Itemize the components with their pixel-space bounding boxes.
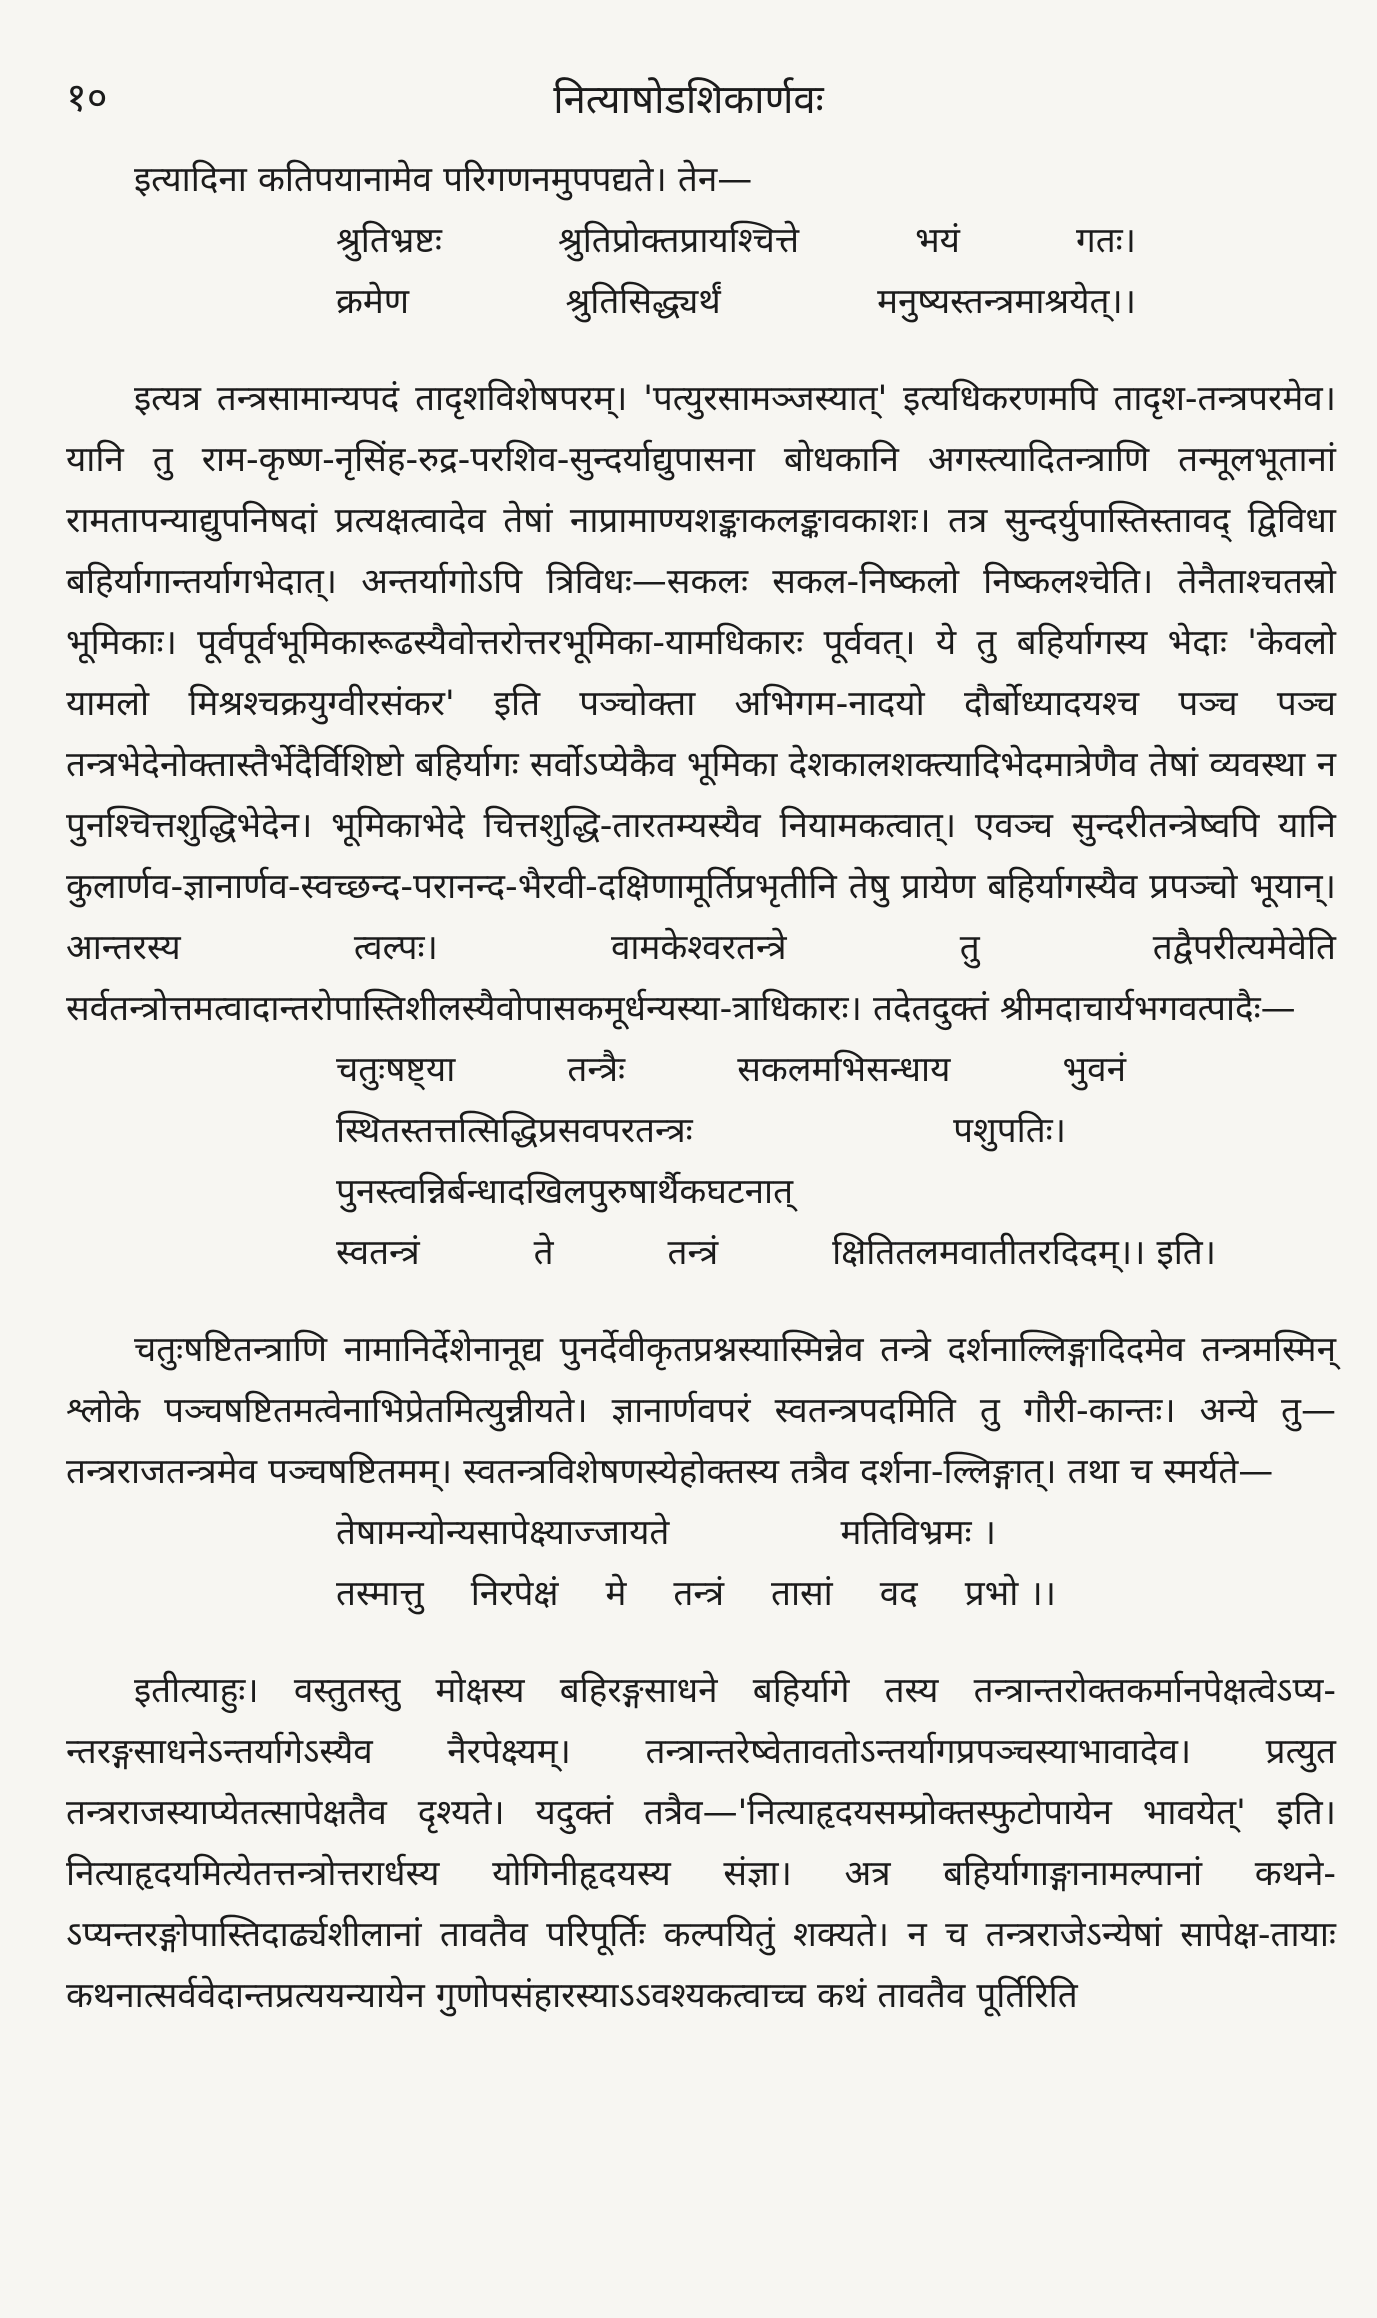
verse-2 — [66, 1040, 1336, 1284]
verse-2-line-4 — [66, 1223, 1216, 1284]
verse-word: स्थितस्तत्तत्सिद्धिप्रसवपरतन्त्रः — [336, 1111, 693, 1151]
verse-2-line-2 — [66, 1101, 1066, 1162]
verse-word: तस्मात्तु — [336, 1574, 424, 1614]
verse-word: स्वतन्त्रं — [336, 1233, 420, 1273]
running-title: नित्याषोडशिकार्णवः — [553, 77, 824, 123]
verse-3-line-1 — [66, 1503, 996, 1564]
verse-word: गतः। — [1076, 221, 1136, 261]
verse-word: वद — [879, 1574, 918, 1614]
verse-word: मनुष्यस्तन्त्रमाश्रयेत्।। — [877, 282, 1136, 322]
verse-word: मे — [605, 1574, 627, 1614]
verse-1-line-1 — [66, 211, 1136, 272]
verse-word: मतिविभ्रमः । — [840, 1513, 996, 1553]
verse-word: प्रभो ।। — [964, 1574, 1056, 1614]
verse-word: ते — [533, 1233, 554, 1273]
verse-word: तन्त्रैः — [567, 1050, 626, 1090]
verse-word: तेषामन्योन्यसापेक्ष्याज्जायते — [336, 1513, 670, 1553]
verse-word: श्रुतिभ्रष्टः — [336, 221, 442, 261]
paragraph-2: इत्यत्र तन्त्रसामान्यपदं तादृशविशेषपरम्। 'पत्युरसामञ्जस्यात्' इत्यधिकरणमपि तादृश-तन्त्रपरमेव। यानि तु राम-कृष्ण-नृसिंह-रुद्र-परशिव-सुन्दर्याद्युपासना बोधकानि अगस्त्यादितन्त्राणि तन्मूलभूतानां रामतापन्याद्युपनिषदां प्रत्यक्षत्वादेव तेषां नाप्रामाण्यशङ्काकलङ्कावकाशः। तत्र सुन्दर्युपास्तिस्तावद् द्विविधा बहिर्यागान्तर्यागभेदात्। अन्तर्यागोऽपि त्रिविधः—सकलः सकल-निष्कलो निष्कलश्चेति। तेनैताश्चतस्रो भूमिकाः। पूर्वपूर्वभूमिकारूढस्यैवोत्तरोत्तरभूमिका-यामधिकारः पूर्ववत्। ये तु बहिर्यागस्य भेदाः 'केवलो यामलो मिश्रश्चक्रयुग्वीरसंकर' इति पञ्चोक्ता अभिगम-नादयो दौर्बोध्यादयश्च पञ्च पञ्च तन्त्रभेदेनोक्तास्तैर्भेदैर्विशिष्टो बहिर्यागः सर्वोऽप्येकैव भूमिका देशकालशक्त्यादिभेदमात्रेणैव तेषां व्यवस्था न पुनश्चित्तशुद्धिभेदेन। भूमिकाभेदे चित्तशुद्धि-तारतम्यस्यैव नियामकत्वात्। एवञ्च सुन्दरीतन्त्रेष्वपि यानि कुलार्णव-ज्ञानार्णव-स्वच्छन्द-परानन्द-भैरवी-दक्षिणामूर्तिप्रभृतीनि तेषु प्रायेण बहिर्यागस्यैव प्रपञ्चो भूयान्। आन्तरस्य त्वल्पः। वामकेश्वरतन्त्रे तु तद्वैपरीत्यमेवेति सर्वतन्त्रोत्तमत्वादान्तरोपास्तिशीलस्यैवोपासकमूर्धन्यस्या-त्राधिकारः। तदेतदुक्तं श्रीमदाचार्यभगवत्पादैः— — [66, 379, 1336, 1029]
page-number: १० — [66, 75, 108, 121]
verse-1 — [66, 211, 1336, 333]
paragraph-4: इतीत्याहुः। वस्तुतस्तु मोक्षस्य बहिरङ्गसाधने बहिर्यागे तस्य तन्त्रान्तरोक्तकर्मानपेक्षत्वेऽप्य-न्तरङ्गसाधनेऽन्तर्यागेऽस्यैव नैरपेक्ष्यम्। तन्त्रान्तरेष्वेतावतोऽन्तर्यागप्रपञ्चस्याभावादेव। प्रत्युत तन्त्रराजस्याप्येतत्सापेक्षतैव दृश्यते। यदुक्तं तत्रैव—'नित्याहृदयसम्प्रोक्तस्फुटोपायेन भावयेत्' इति। नित्याहृदयमित्येतत्तन्त्रोत्तरार्धस्य योगिनीहृदयस्य संज्ञा। अत्र बहिर्यागाङ्गानामल्पानां कथने-ऽप्यन्तरङ्गोपास्तिदार्ढ्यशीलानां तावतैव परिपूर्तिः कल्पयितुं शक्यते। न च तन्त्रराजेऽन्येषां सापेक्ष-तायाः कथनात्सर्ववेदान्तप्रत्ययन्यायेन गुणोपसंहारस्याऽऽवश्यकत्वाच्च कथं तावतैव पूर्तिरिति — [66, 1671, 1336, 2016]
verse-word: क्षितितलमवातीतरदिदम्।। इति। — [832, 1233, 1216, 1273]
verse-word: श्रुतिप्रोक्तप्रायश्चित्ते — [557, 221, 800, 261]
verse-word: तासां — [771, 1574, 833, 1614]
paragraph-3: चतुःषष्टितन्त्राणि नामानिर्देशेनानूद्य पुनर्देवीकृतप्रश्नस्यास्मिन्नेव तन्त्रे दर्शनाल्लिङ्गादिदमेव तन्त्रमस्मिन् श्लोके पञ्चषष्टितमत्वेनाभिप्रेतमित्युन्नीयते। ज्ञानार्णवपरं स्वतन्त्रपदमिति तु गौरी-कान्तः। अन्ये तु—तन्त्रराजतन्त्रमेव पञ्चषष्टितमम्। स्वतन्त्रविशेषणस्येहोक्तस्य तत्रैव दर्शना-ल्लिङ्गात्। तथा च स्मर्यते— — [66, 1330, 1336, 1492]
paragraph-1: इत्यादिना कतिपयानामेव परिगणनमुपपद्यते। तेन— — [134, 160, 753, 200]
verse-word: तन्त्रं — [673, 1574, 725, 1614]
verse-word: भुवनं — [1062, 1050, 1126, 1090]
page-body — [66, 150, 1336, 2027]
verse-word: क्रमेण — [336, 282, 410, 322]
verse-word: निरपेक्षं — [470, 1574, 559, 1614]
verse-3-line-2 — [66, 1564, 1056, 1625]
verse-word: श्रुतिसिद्ध्यर्थं — [565, 282, 721, 322]
verse-3 — [66, 1503, 1336, 1625]
verse-word: पशुपतिः। — [953, 1111, 1066, 1151]
verse-word: चतुःषष्ट्या — [336, 1050, 456, 1090]
verse-1-line-2 — [66, 272, 1136, 333]
verse-word: सकलमभिसन्धाय — [737, 1050, 951, 1090]
verse-2-line-1 — [66, 1040, 1126, 1101]
verse-2-line-3: पुनस्त्वन्निर्बन्धादखिलपुरुषार्थैकघटनात् — [336, 1172, 794, 1212]
verse-word: तन्त्रं — [667, 1233, 719, 1273]
verse-word: भयं — [915, 221, 960, 261]
